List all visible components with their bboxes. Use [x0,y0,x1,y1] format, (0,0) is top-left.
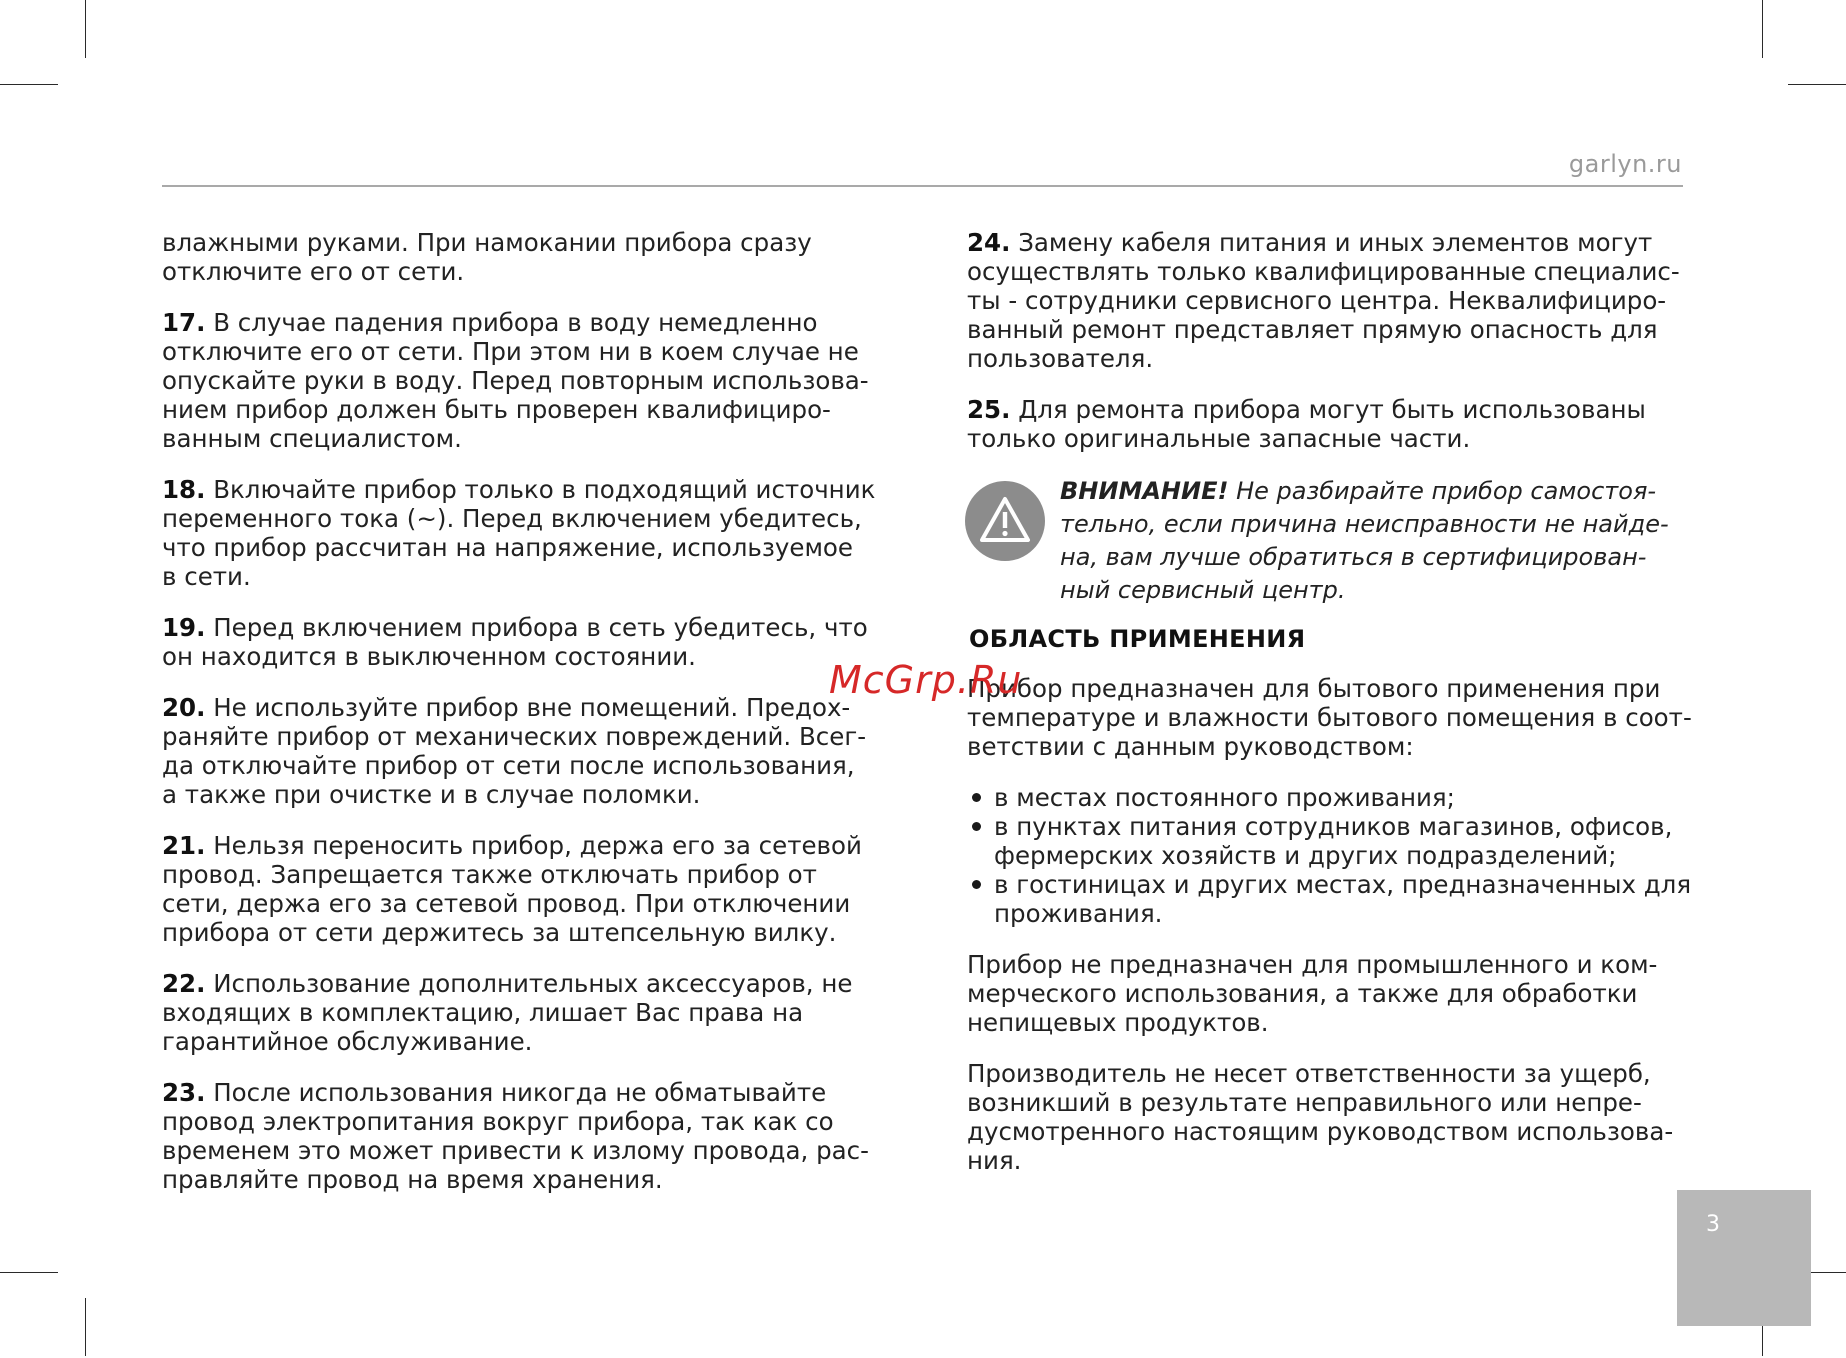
warning-block [967,475,1687,607]
list-item [967,812,1687,870]
text-line: дусмотренного настоящим руководством использова- [967,1117,1674,1146]
text-line: ния. [967,1146,1022,1175]
line-text: в сети. [162,562,251,591]
line-text: опускайте руки в воду. Перед повторным использова- [162,366,869,395]
line-text: переменного тока (~). Перед включением убедитесь, [162,504,862,533]
text-line [162,831,882,860]
text-line [162,366,882,395]
paragraph-21 [162,831,882,947]
crop-mark-top-right-v [1762,0,1763,58]
text-line: в пунктах питания сотрудников магазинов, офисов, [994,812,1673,841]
usage-list [967,783,1692,928]
line-text: нием прибор должен быть проверен квалифициро- [162,395,831,424]
text-line: возникший в результате неправильного или непре- [967,1088,1642,1117]
paragraph-24 [967,228,1687,373]
line-text: Включайте прибор только в подходящий источник [205,475,876,504]
line-text: Не используйте прибор вне помещений. Предох- [205,693,851,722]
text-line: фермерских хозяйств и других подразделений; [994,841,1617,870]
text-line [967,257,1687,286]
warning-line [1060,541,1669,574]
item-number: 21. [162,831,206,860]
text-line [162,228,882,257]
paragraph-23 [162,1078,882,1194]
line-text: Перед включением прибора в сеть убедитесь, что [205,613,868,642]
item-number: 17. [162,308,206,337]
text-line: непищевых продуктов. [967,1008,1269,1037]
line-text: пользователя. [967,344,1154,373]
text-line [162,1165,882,1194]
text-line: Прибор не предназначен для промышленного и ком- [967,950,1658,979]
text-line: Прибор предназначен для бытового применения при [967,674,1661,703]
text-line [162,969,882,998]
text-line [162,860,882,889]
line-text: провод. Запрещается также отключать прибор от [162,860,817,889]
line-text: Использование дополнительных аксессуаров, не [205,969,853,998]
text-line: мерческого использования, а также для обработки [967,979,1638,1008]
text-line [967,344,1687,373]
text-line [162,257,882,286]
text-line [162,1078,882,1107]
line-text: влажными руками. При намокании прибора сразу [162,228,812,257]
text-line [162,918,882,947]
line-text: что прибор рассчитан на напряжение, используемое [162,533,853,562]
text-line [162,722,882,751]
line-text: а также при очистке и в случае поломки. [162,780,701,809]
text-line [967,286,1687,315]
paragraph-19 [162,613,882,671]
line-text: Не разбирайте прибор самостоя- [1228,477,1657,505]
line-text: да отключайте прибор от сети после использования, [162,751,855,780]
line-text: отключите его от сети. При этом ни в коем случае не [162,337,859,366]
item-number: 18. [162,475,206,504]
crop-mark-top-left-v [85,0,86,58]
list-item [967,783,1687,812]
text-line [162,424,882,453]
text-line [162,1107,882,1136]
warning-text [1060,475,1669,607]
item-number: 23. [162,1078,206,1107]
line-text: входящих в комплектацию, лишает Вас права на [162,998,804,1027]
item-number: 24. [967,228,1011,257]
paragraph-25 [967,395,1687,453]
text-line [162,613,882,642]
left-column [162,228,882,1216]
text-line [162,533,882,562]
line-text: прибора от сети держитесь за штепсельную вилку. [162,918,837,947]
text-line [162,780,882,809]
text-line [162,504,882,533]
line-text: только оригинальные запасные части. [967,424,1471,453]
right-column [967,228,1692,1197]
crop-mark-bottom-left-v [85,1298,86,1356]
paragraph-20 [162,693,882,809]
text-line [162,751,882,780]
crop-mark-top-left-h [0,84,58,85]
intro-paragraph [967,674,1692,761]
warning-line [1060,475,1669,508]
site-url: garlyn.ru [1568,150,1682,178]
page-number: 3 [1706,1212,1720,1237]
line-text: провод электропитания вокруг прибора, так как со [162,1107,834,1136]
warning-line [1060,508,1669,541]
watermark: McGrp.Ru [829,658,1023,702]
header-rule [162,185,1683,187]
line-text: временем это может привести к излому провода, рас- [162,1136,869,1165]
line-text: После использования никогда не обматывайте [205,1078,827,1107]
line-text: правляйте провод на время хранения. [162,1165,663,1194]
text-line: температуре и влажности бытового помещения в соот- [967,703,1692,732]
text-line [162,337,882,366]
text-line [967,395,1687,424]
text-line [162,889,882,918]
text-line: ветствии с данным руководством: [967,732,1414,761]
line-text: ванный ремонт представляет прямую опасность для [967,315,1658,344]
line-text: тельно, если причина неисправности не найде- [1060,510,1669,538]
paragraph-18 [162,475,882,591]
text-line [967,424,1687,453]
line-text: ванным специалистом. [162,424,462,453]
paragraph-liability [967,1059,1687,1175]
warning-label: ВНИМАНИЕ! [1060,477,1229,505]
section-title: ОБЛАСТЬ ПРИМЕНЕНИЯ [969,625,1306,653]
text-line [162,1027,882,1056]
text-line [162,693,882,722]
line-text: ный сервисный центр. [1060,576,1346,604]
crop-mark-top-right-h [1788,84,1846,85]
list-item [967,870,1692,928]
paragraph-not-industrial [967,950,1687,1037]
line-text: ты - сотрудники сервисного центра. Неквалифициро- [967,286,1667,315]
text-line: в местах постоянного проживания; [994,783,1455,812]
paragraph-17 [162,308,882,453]
paragraph-22 [162,969,882,1056]
line-text: Для ремонта прибора могут быть использованы [1010,395,1646,424]
text-line [162,475,882,504]
line-text: В случае падения прибора в воду немедленно [205,308,818,337]
text-line [162,642,882,671]
line-text: он находится в выключенном состоянии. [162,642,696,671]
line-text: сети, держа его за сетевой провод. При отключении [162,889,851,918]
item-number: 22. [162,969,206,998]
text-line: в гостиницах и других местах, предназначенных для [994,870,1692,899]
text-line [162,1136,882,1165]
item-number: 19. [162,613,206,642]
item-number: 20. [162,693,206,722]
text-line [162,308,882,337]
text-line: Производитель не несет ответственности за ущерб, [967,1059,1651,1088]
text-line [162,562,882,591]
text-line [162,395,882,424]
line-text: Нельзя переносить прибор, держа его за сетевой [205,831,862,860]
warning-triangle-icon [965,481,1045,561]
text-line: проживания. [994,899,1163,928]
line-text: гарантийное обслуживание. [162,1027,533,1056]
paragraph-cont [162,228,882,286]
line-text: на, вам лучше обратиться в сертифицирован- [1060,543,1647,571]
line-text: отключите его от сети. [162,257,465,286]
item-number: 25. [967,395,1011,424]
text-line [967,315,1687,344]
crop-mark-bottom-left-h [0,1272,58,1273]
warning-line [1060,574,1669,607]
line-text: осуществлять только квалифицированные специалис- [967,257,1680,286]
line-text: Замену кабеля питания и иных элементов могут [1010,228,1653,257]
line-text: раняйте прибор от механических повреждений. Всег- [162,722,867,751]
text-line [967,228,1687,257]
text-line [162,998,882,1027]
page-number-box [1677,1190,1811,1326]
